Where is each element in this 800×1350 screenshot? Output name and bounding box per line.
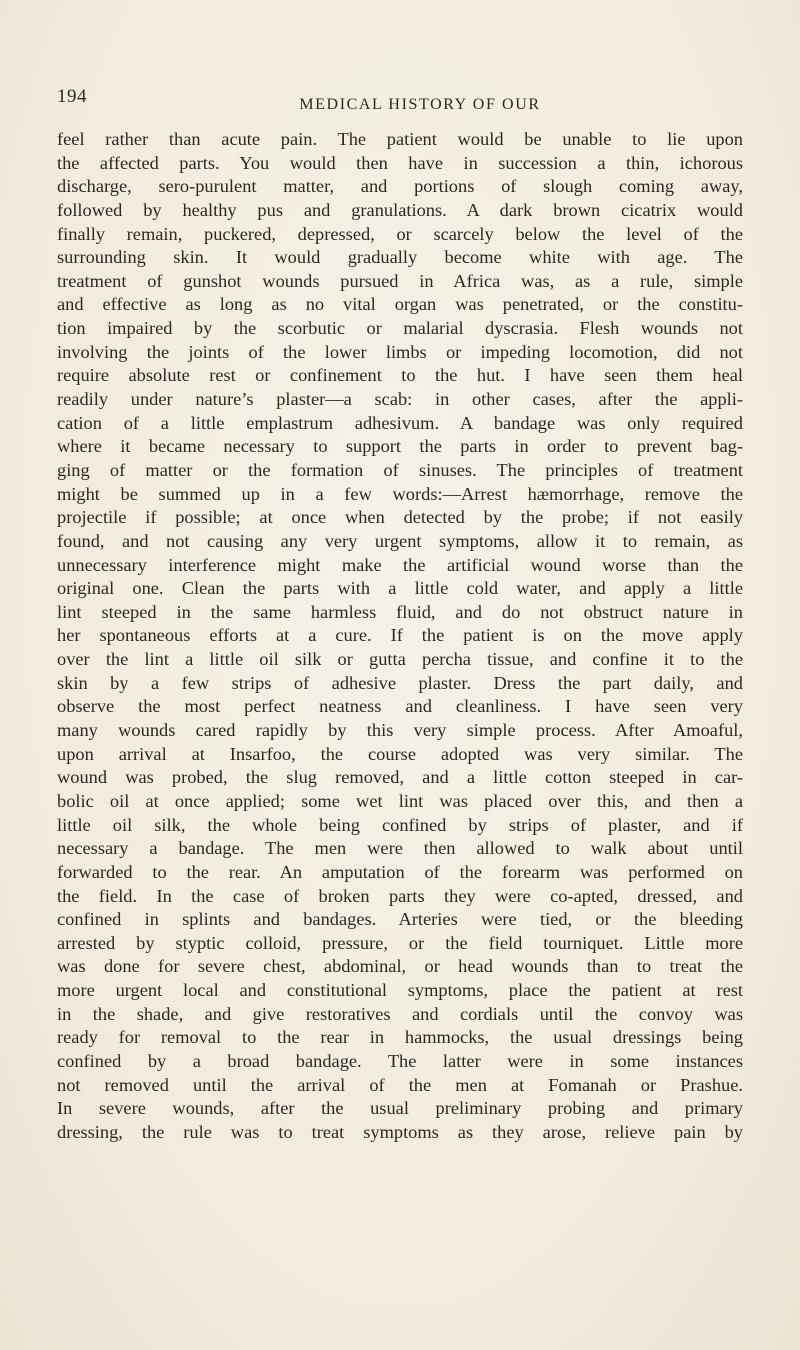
- body-paragraph: [57, 128, 743, 1145]
- text-line: cation of a little emplastrum adhesivum. A bandage was only required: [57, 412, 743, 433]
- running-title: MEDICAL HISTORY OF OUR: [299, 96, 541, 113]
- text-line: was done for severe chest, abdominal, or head wounds than to treat the: [57, 956, 743, 977]
- text-line: finally remain, puckered, depressed, or scarcely below the level of the: [57, 223, 743, 244]
- text-line: readily under nature’s plaster—a scab: in other cases, after the appli-: [57, 389, 743, 410]
- text-line: ready for removal to the rear in hammocks, the usual dressings being: [57, 1027, 743, 1048]
- text-line: skin by a few strips of adhesive plaster. Dress the part daily, and: [57, 672, 743, 693]
- text-line: wound was probed, the slug removed, and a little cotton steeped in car-: [57, 767, 743, 788]
- text-line: tion impaired by the scorbutic or malarial dyscrasia. Flesh wounds not: [57, 318, 743, 339]
- text-line: involving the joints of the lower limbs or impeding locomotion, did not: [57, 341, 743, 362]
- text-line: ging of matter or the formation of sinuses. The principles of treatment: [57, 459, 743, 480]
- page-number: 194: [57, 86, 87, 107]
- text-line: projectile if possible; at once when detected by the probe; if not easily: [57, 507, 743, 528]
- text-line: discharge, sero-purulent matter, and portions of slough coming away,: [57, 176, 743, 197]
- text-line: forwarded to the rear. An amputation of the forearm was performed on: [57, 861, 743, 882]
- text-line: bolic oil at once applied; some wet lint was placed over this, and then a: [57, 790, 743, 811]
- text-line: In severe wounds, after the usual preliminary probing and primary: [57, 1098, 743, 1119]
- text-line: confined by a broad bandage. The latter were in some instances: [57, 1050, 743, 1071]
- text-line: the affected parts. You would then have in succession a thin, ichorous: [57, 152, 743, 173]
- text-line: treatment of gunshot wounds pursued in Africa was, as a rule, simple: [57, 270, 743, 291]
- text-line: lint steeped in the same harmless fluid, and do not obstruct nature in: [57, 601, 743, 622]
- text-line: in the shade, and give restoratives and cordials until the convoy was: [57, 1003, 743, 1024]
- text-line: more urgent local and constitutional symptoms, place the patient at rest: [57, 980, 743, 1001]
- text-line: followed by healthy pus and granulations. A dark brown cicatrix would: [57, 199, 743, 220]
- text-line: the field. In the case of broken parts they were co-apted, dressed, and: [57, 885, 743, 906]
- text-line: found, and not causing any very urgent symptoms, allow it to remain, as: [57, 530, 743, 551]
- text-line: necessary a bandage. The men were then allowed to walk about until: [57, 838, 743, 859]
- text-line: dressing, the rule was to treat symptoms as they arose, relieve pain by: [57, 1121, 743, 1142]
- text-line: require absolute rest or confinement to the hut. I have seen them heal: [57, 365, 743, 386]
- text-line: confined in splints and bandages. Arteries were tied, or the bleeding: [57, 909, 743, 930]
- text-line: over the lint a little oil silk or gutta percha tissue, and confine it to the: [57, 649, 743, 670]
- text-line: many wounds cared rapidly by this very simple process. After Amoaful,: [57, 720, 743, 741]
- text-line: little oil silk, the whole being confined by strips of plaster, and if: [57, 814, 743, 835]
- text-line: unnecessary interference might make the artificial wound worse than the: [57, 554, 743, 575]
- text-line: might be summed up in a few words:—Arrest hæmorrhage, remove the: [57, 483, 743, 504]
- text-line: feel rather than acute pain. The patient would be unable to lie upon: [57, 129, 743, 149]
- text-line: where it became necessary to support the parts in order to prevent bag-: [57, 436, 743, 457]
- text-line: surrounding skin. It would gradually become white with age. The: [57, 247, 743, 268]
- text-line: and effective as long as no vital organ was penetrated, or the constitu-: [57, 294, 743, 315]
- text-line: upon arrival at Insarfoo, the course adopted was very similar. The: [57, 743, 743, 764]
- text-line: arrested by styptic colloid, pressure, or the field tourniquet. Little more: [57, 932, 743, 953]
- text-line: observe the most perfect neatness and cleanliness. I have seen very: [57, 696, 743, 717]
- text-line: original one. Clean the parts with a little cold water, and apply a little: [57, 578, 743, 599]
- text-line: not removed until the arrival of the men at Fomanah or Prashue.: [57, 1074, 743, 1095]
- text-line: her spontaneous efforts at a cure. If the patient is on the move apply: [57, 625, 743, 646]
